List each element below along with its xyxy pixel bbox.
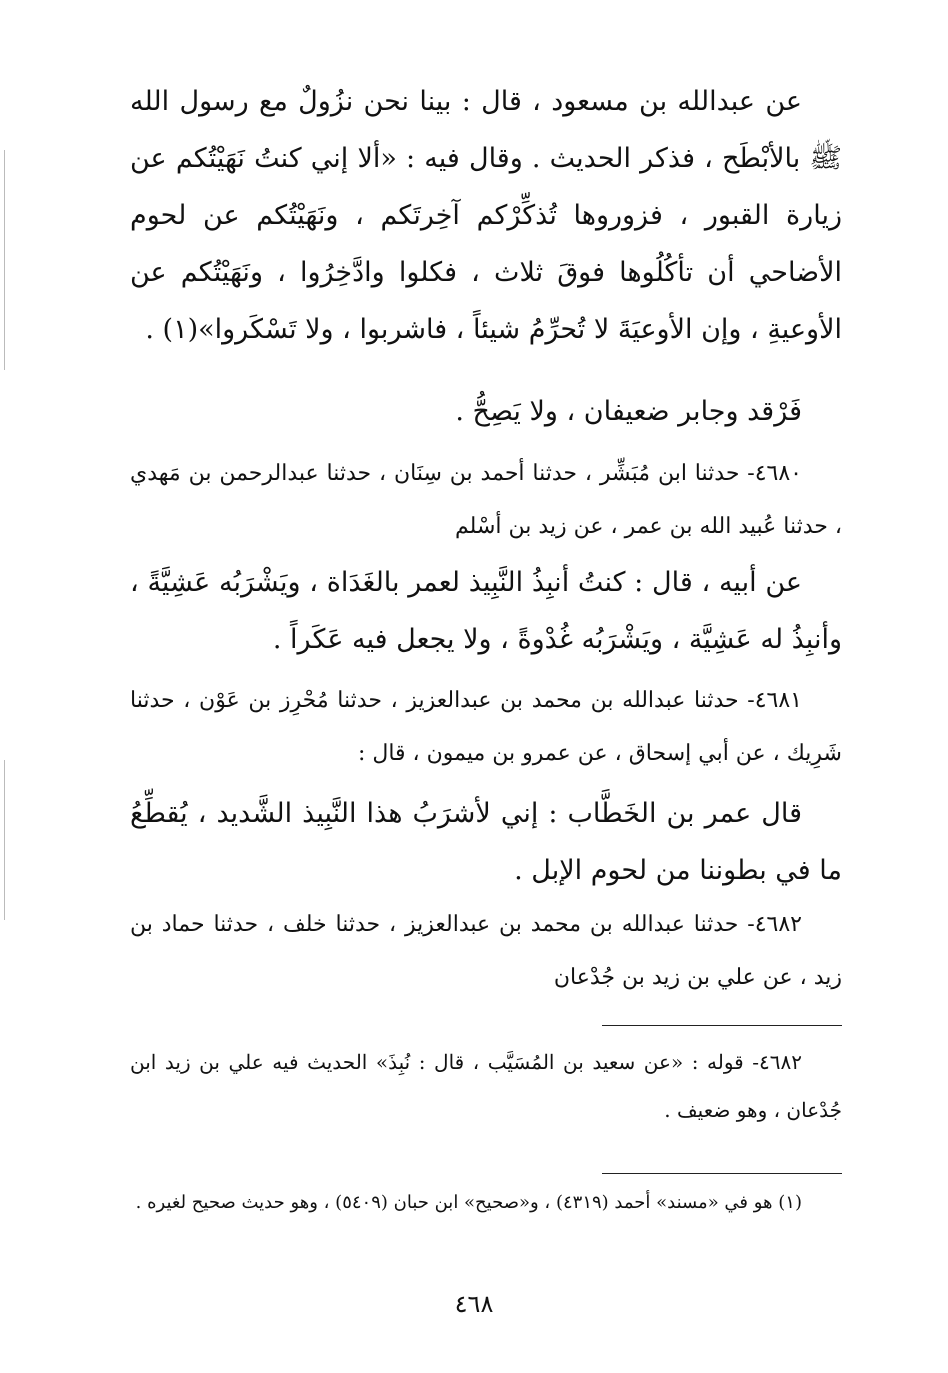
hadith-4680-text: عن أبيه ، قال : كنتُ أنبِذُ النَّبِيذ لعمر بالغَدَاة ، ويَشْرَبُه عَشِيَّةً ، وأنبِذُ له عَشِيَّة ، ويَشْرَبُه غُدْوةً ، ولا يجعل فيه عَكَراً . [130,567,842,655]
commentary-text: ٤٦٨٢- قوله : «عن سعيد بن المُسَيَّب ، قال : نُبِذَ» الحديث فيه علي بن زيد ابن جُدْعان ، وهو ضعيف . [130,1050,842,1122]
hadith-4682-chain: ٤٦٨٢- حدثنا عبدالله بن محمد بن عبدالعزيز ، حدثنا خلف ، حدثنا حماد بن زيد ، عن علي بن زيد بن جُدْعان [130,912,842,990]
scan-edge-line [4,150,5,370]
hadith-4681-chain: ٤٦٨١- حدثنا عبدالله بن محمد بن عبدالعزيز ، حدثنا مُحْرِز بن عَوْن ، حدثنا شَرِيك ، عن أبي إسحاق ، عن عمرو بن ميمون ، قال : [130,688,842,766]
grading-note: فَرْقد وجابر ضعيفان ، ولا يَصِحُّ . [455,396,802,427]
hadith-4680-chain: ٤٦٨٠- حدثنا ابن مُبَشِّر ، حدثنا أحمد بن سِنَان ، حدثنا عبدالرحمن بن مَهدي ، حدثنا عُبيد الله بن عمر ، عن زيد بن أسْلم [130,461,842,539]
scan-edge-line [4,760,5,920]
page-number: ٤٦٨ [454,1290,494,1318]
hadith-text-paragraph: عن عبدالله بن مسعود ، قال : بينا نحن نزُولٌ مع رسول الله ﷺ بالأبْطَح ، فذكر الحديث . وقال فيه : «ألا إني كنتُ نَهَيْتُكم عن زيارة القبور ، فزوروها تُذكِّرْكم آخِرتَكم ، ونَهَيْتُكم عن لحوم الأضاحي أن تأكُلُوها فوقَ ثلاث ، فكلوا وادَّخِرُوا ، ونَهَيْتُكم عن الأوعيةِ ، وإن الأوعيَةَ لا تُحرِّمُ شيئاً ، فاشربوا ، ولا تَسْكَروا»(١) . [130,86,842,345]
commentary-separator [602,1025,842,1026]
footnote-text: (١) هو في «مسند» أحمد (٤٣١٩) ، و«صحيح» ابن حبان (٥٤٠٩) ، وهو حديث صحيح لغيره . [135,1192,802,1213]
hadith-4681-text: قال عمر بن الخَطَّاب : إني لأشرَبُ هذا النَّبِيذ الشَّديد ، يُقطِّعُ ما في بطوننا من لحوم الإبل . [130,798,842,886]
footnote-separator [602,1173,842,1174]
